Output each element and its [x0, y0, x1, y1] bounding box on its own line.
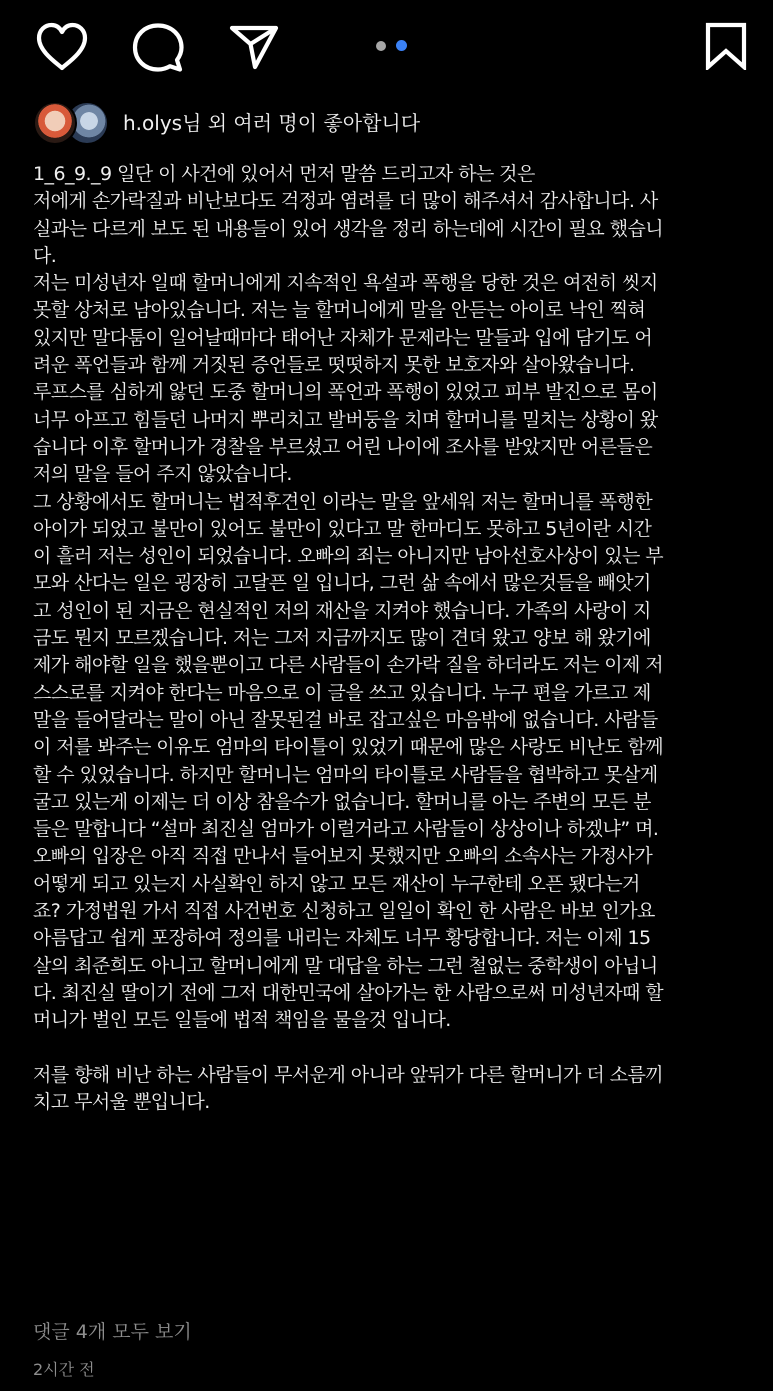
caption-line: 굴고 있는게 이제는 더 이상 참을수가 없습니다. 할머니를 아는 주변의 모든 분 [33, 790, 651, 813]
caption-line: 아름답고 쉽게 포장하여 정의를 내리는 자체도 너무 황당합니다. 저는 이제 15 [33, 927, 651, 950]
caption-line: 그 상황에서도 할머니는 법적후견인 이라는 말을 앞세워 저는 할머니를 폭행한 [33, 490, 653, 513]
caption-line: 1_6_9._9 일단 이 사건에 있어서 먼저 말씀 드리고자 하는 것은 [33, 163, 535, 185]
caption-line: 려운 폭언들과 함께 거짓된 증언들로 떳떳하지 못한 보호자와 살아왔습니다. [33, 354, 635, 377]
caption-line: 할 수 있었습니다. 하지만 할머니는 엄마의 타이틀로 사람들을 협박하고 못살게 [33, 763, 658, 786]
caption-line: 이 저를 봐주는 이유도 엄마의 타이틀이 있었기 때문에 많은 사랑도 비난도 함께 [33, 736, 664, 759]
caption-line: 들은 말합니다 “설마 최진실 엄마가 이럴거라고 사람들이 상상이나 하겠냐” 며. [33, 818, 659, 841]
caption-line: 치고 무서울 뿐입니다. [33, 1091, 210, 1114]
share-paper-plane-icon[interactable] [229, 24, 279, 70]
caption-line: 너무 아프고 힘들던 나머지 뿌리치고 발버둥을 치며 할머니를 밀치는 상황이 왔 [33, 408, 658, 431]
carousel-indicator [376, 40, 410, 52]
caption-line: 고 성인이 된 지금은 현실적인 저의 재산을 지켜야 했습니다. 가족의 사랑이 지 [33, 599, 651, 622]
post-action-bar [0, 0, 773, 96]
like-heart-icon[interactable] [35, 22, 89, 72]
liker-avatar[interactable] [33, 101, 77, 145]
caption-line: 저를 향해 비난 하는 사람들이 무서운게 아니라 앞뒤가 다른 할머니가 더 소름끼 [33, 1063, 664, 1086]
caption-line: 이 흘러 저는 성인이 되었습니다. 오빠의 죄는 아니지만 남아선호사상이 있는 부 [33, 545, 664, 568]
caption-line: 습니다 이후 할머니가 경찰을 부르셨고 어린 나이에 조사를 받았지만 어른들은 [33, 435, 653, 458]
view-all-comments-link[interactable]: 댓글 4개 모두 보기 [33, 1321, 192, 1343]
caption-line: 금도 뭔지 모르겠습니다. 저는 그저 지금까지도 많이 견뎌 왔고 양보 해 왔기에 [33, 627, 651, 650]
save-bookmark-icon[interactable] [705, 22, 747, 70]
caption-line: 다. 최진실 딸이기 전에 그저 대한민국에 살아가는 한 사람으로써 미성년자때 할 [33, 981, 664, 1004]
caption-blank-line [33, 1035, 768, 1062]
caption-line: 어떻게 되고 있는지 사실확인 하지 않고 모든 재산이 누구한테 오픈 됐다는거 [33, 872, 640, 895]
caption-line: 루프스를 심하게 앓던 도중 할머니의 폭언과 폭행이 있었고 피부 발진으로 몸이 [33, 381, 658, 404]
caption-line: 저에게 손가락질과 비난보다도 걱정과 염려를 더 많이 해주셔서 감사합니다. 사 [33, 190, 658, 213]
caption-line: 오빠의 입장은 아직 직접 만나서 들어보지 못했지만 오빠의 소속사는 가정사가 [33, 845, 653, 868]
carousel-dot-inactive [376, 41, 386, 51]
caption-line: 죠? 가정법원 가서 직접 사건번호 신청하고 일일이 확인 한 사람은 바보 인가요 [33, 900, 655, 923]
carousel-dot-active [396, 40, 407, 51]
caption-line: 제가 해야할 일을 했을뿐이고 다른 사람들이 손가락 질을 하더라도 저는 이제 저 [33, 654, 664, 677]
caption-line: 말을 들어달라는 말이 아닌 잘못된걸 바로 잡고싶은 마음밖에 없습니다. 사람들 [33, 708, 658, 731]
caption-line: 있지만 말다툼이 일어날때마다 태어난 자체가 문제라는 말들과 입에 담기도 어 [33, 326, 653, 349]
caption-line: 스스로를 지켜야 한다는 마음으로 이 글을 쓰고 있습니다. 누구 편을 가르고 제 [33, 681, 651, 704]
likes-text[interactable]: h.olys님 외 여러 명이 좋아합니다 [123, 111, 421, 135]
likes-summary[interactable] [33, 100, 753, 146]
caption-line: 다. [33, 244, 57, 267]
comment-bubble-icon[interactable] [132, 22, 184, 74]
caption-line: 머니가 벌인 모든 일들에 법적 책임을 물을것 입니다. [33, 1009, 451, 1032]
caption-line: 실과는 다르게 보도 된 내용들이 있어 생각을 정리 하는데에 시간이 필요 했습니 [33, 217, 664, 240]
caption-line: 아이가 되었고 불만이 있어도 불만이 있다고 말 한마디도 못하고 5년이란 시간 [33, 517, 652, 540]
post-timestamp: 2시간 전 [33, 1360, 95, 1379]
caption-line: 못할 상처로 남아있습니다. 저는 늘 할머니에게 말을 안듣는 아이로 낙인 찍혀 [33, 299, 646, 322]
post-caption [33, 161, 768, 1116]
caption-line: 모와 산다는 일은 굉장히 고달픈 일 입니다, 그런 삶 속에서 많은것들을 빼앗기 [33, 572, 651, 595]
caption-line: 살의 최준희도 아니고 할머니에게 말 대답을 하는 그런 철없는 중학생이 아닙니 [33, 954, 658, 977]
caption-line: 저의 말을 들어 주지 않았습니다. [33, 463, 292, 486]
caption-line: 저는 미성년자 일때 할머니에게 지속적인 욕설과 폭행을 당한 것은 여전히 씻지 [33, 272, 658, 295]
